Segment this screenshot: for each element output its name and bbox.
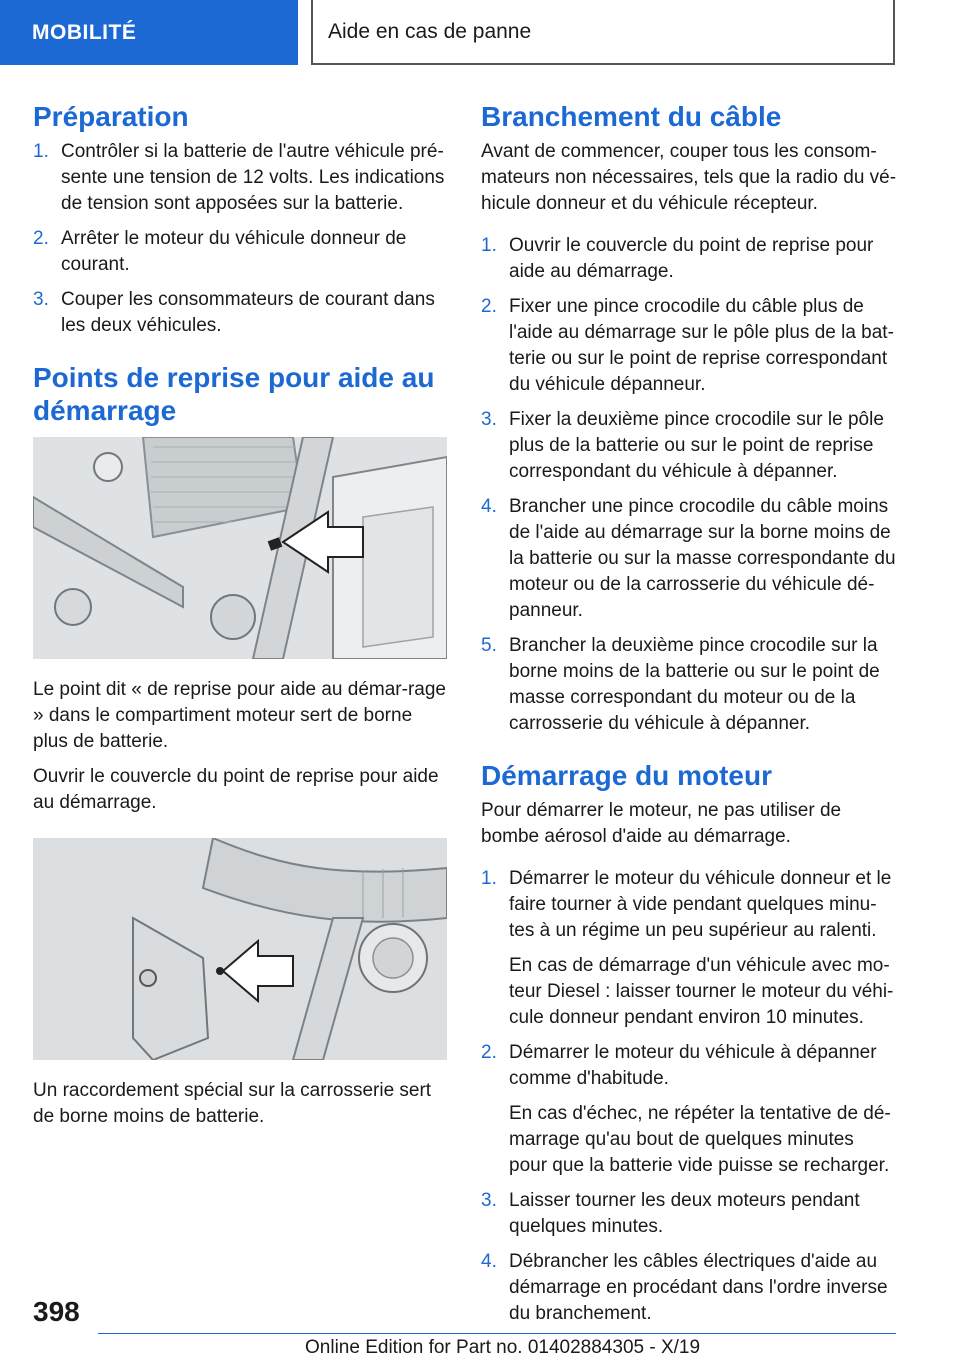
step-number: 2. (481, 296, 497, 317)
step-text: Brancher la deuxième pince crocodile sur la borne moins de la batterie ou sur le point de masse correspondant du moteur ou de la carrosserie du véhicule à dépanner. (509, 635, 880, 734)
page-number: 398 (33, 1296, 80, 1327)
step-text: Démarrer le moteur du véhicule donneur et le faire tourner à vide pendant quelques minu-tes à un régime un peu supérieur au ralenti. (509, 868, 892, 941)
step-number: 3. (481, 409, 497, 430)
section-tab: MOBILITÉ (0, 0, 298, 65)
step-text: Débrancher les câbles électriques d'aide au démarrage en procédant dans l'ordre inverse du branchement. (509, 1251, 888, 1324)
list-item (481, 1249, 897, 1327)
step-note: En cas d'échec, ne répéter la tentative de dé-marrage qu'au bout de quelques minutes pour que la batterie vide puisse se recharger. (509, 1103, 891, 1176)
list-item (33, 226, 449, 278)
step-number: 3. (33, 289, 49, 310)
engine-bay-positive-terminal-image (33, 437, 447, 659)
step-text: Contrôler si la batterie de l'autre véhicule pré-sente une tension de 12 volts. Les indications de tension sont apposées sur la batterie. (61, 141, 445, 214)
list-item (33, 287, 449, 339)
paragraph-positive-terminal: Le point dit « de reprise pour aide au démar-rage » dans le compartiment moteur sert de borne plus de batterie. (33, 679, 446, 752)
step-text: Arrêter le moteur du véhicule donneur de courant. (61, 228, 407, 275)
list-item (33, 139, 449, 217)
paragraph-open-cover: Ouvrir le couvercle du point de reprise pour aide au démarrage. (33, 766, 439, 813)
step-text: Laisser tourner les deux moteurs pendant quelques minutes. (509, 1190, 860, 1237)
heading-jump-points: Points de reprise pour aide au démarrage (33, 362, 435, 426)
cable-steps (481, 233, 897, 737)
heading-preparation: Préparation (33, 101, 189, 132)
list-item (481, 494, 897, 624)
paragraph-negative-terminal: Un raccordement spécial sur la carrosserie sert de borne moins de batterie. (33, 1080, 432, 1127)
step-text: Ouvrir le couvercle du point de reprise pour aide au démarrage. (509, 235, 874, 282)
paragraph-start-intro: Pour démarrer le moteur, ne pas utiliser de bombe aérosol d'aide au démarrage. (481, 800, 842, 847)
preparation-steps (33, 139, 449, 339)
left-column (33, 100, 449, 1139)
engine-bay-ground-point-image (33, 838, 447, 1060)
paragraph-cable-intro: Avant de commencer, couper tous les consom-mateurs non nécessaires, tels que la radio du vé-hicule donneur et du véhicule récepteur. (481, 141, 897, 214)
step-text: Démarrer le moteur du véhicule à dépanner comme d'habitude. (509, 1042, 877, 1089)
step-number: 4. (481, 496, 497, 517)
list-item (481, 633, 897, 737)
step-number: 3. (481, 1190, 497, 1211)
step-number: 1. (481, 868, 497, 889)
step-number: 4. (481, 1251, 497, 1272)
list-item (481, 1188, 897, 1240)
step-text: Fixer une pince crocodile du câble plus de l'aide au démarrage sur le pôle plus de la bat-terie ou sur le point de reprise correspondant du véhicule dépanneur. (509, 296, 894, 395)
right-column (481, 100, 897, 1349)
edition-info: Online Edition for Part no. 01402884305 - X/19 (305, 1337, 701, 1358)
step-text: Couper les consommateurs de courant dans les deux véhicules. (61, 289, 435, 336)
step-number: 5. (481, 635, 497, 656)
step-number: 1. (481, 235, 497, 256)
step-number: 2. (33, 228, 49, 249)
heading-engine-start: Démarrage du moteur (481, 760, 772, 791)
start-steps (481, 866, 897, 1327)
list-item (481, 1040, 897, 1179)
chapter-title: Aide en cas de panne (311, 0, 895, 65)
list-item (481, 233, 897, 285)
step-number: 2. (481, 1042, 497, 1063)
list-item (481, 407, 897, 485)
footer-divider (98, 1333, 896, 1334)
step-note: En cas de démarrage d'un véhicule avec mo-teur Diesel : laisser tourner le moteur du véhi-cule donneur pendant environ 10 minutes. (509, 955, 894, 1028)
heading-cable-connection: Branchement du câble (481, 101, 782, 132)
step-text: Fixer la deuxième pince crocodile sur le pôle plus de la batterie ou sur le point de reprise correspondant du véhicule à dépanner. (509, 409, 884, 482)
step-text: Brancher une pince crocodile du câble moins de l'aide au démarrage sur la borne moins de la batterie ou sur la masse correspondante du moteur ou de la carrosserie du véhicule dé-panneur. (509, 496, 896, 621)
list-item (481, 866, 897, 1031)
step-number: 1. (33, 141, 49, 162)
list-item (481, 294, 897, 398)
